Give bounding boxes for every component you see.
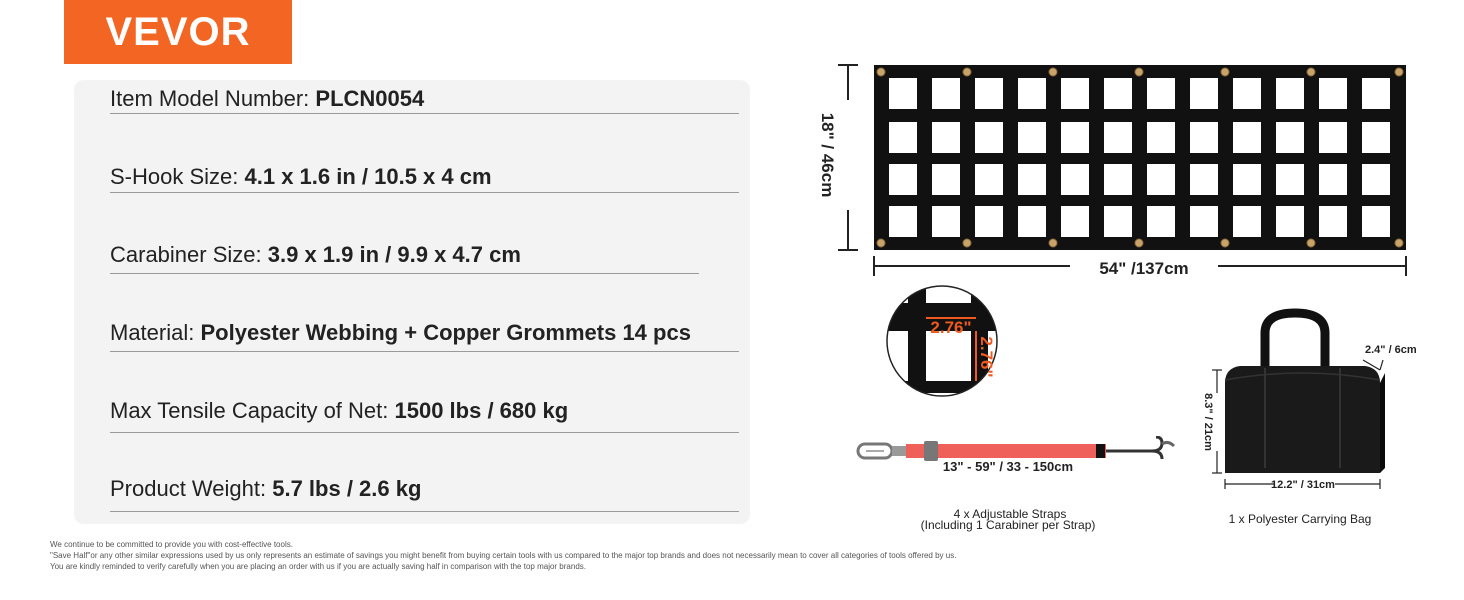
spec-s-hook-size <box>110 164 492 204</box>
strap-caption-line2: (Including 1 Carabiner per Strap) <box>920 518 1096 532</box>
net-width-label: 54" /137cm <box>1099 259 1189 278</box>
bag-caption: 1 x Polyester Carrying Bag <box>1228 512 1372 526</box>
spec-label: Carabiner Size: <box>110 242 268 267</box>
spec-product-weight <box>110 476 421 516</box>
spec-value: 1500 lbs / 680 kg <box>394 398 569 423</box>
divider <box>110 511 739 512</box>
vevor-logo: VEVOR <box>64 0 292 64</box>
spec-carabiner-size <box>110 242 521 282</box>
adjustable-strap-diagram <box>852 436 1182 480</box>
spec-value: Polyester Webbing + Copper Grommets 14 pcs <box>200 320 691 345</box>
carrying-bag-diagram <box>1195 308 1450 498</box>
spec-label: Product Weight: <box>110 476 273 501</box>
spec-value: 4.1 x 1.6 in / 10.5 x 4 cm <box>244 164 492 189</box>
divider <box>110 432 739 433</box>
spec-material <box>110 320 691 360</box>
strap-caption-line1: 4 x Adjustable Straps <box>953 507 1067 521</box>
footnote-line: You are kindly reminded to verify carefully when you are placing an order with us if you are actually saving half in comparison with the top major brands. <box>50 562 586 571</box>
cam-buckle <box>924 441 938 461</box>
spec-value: PLCN0054 <box>315 86 425 111</box>
mesh-detail-diagram <box>884 283 1000 399</box>
mesh-width-label: 2.76" <box>930 318 972 337</box>
divider <box>110 351 739 352</box>
s-hook-icon <box>1106 437 1174 459</box>
spec-panel <box>74 80 750 524</box>
bag-icon <box>1225 313 1385 473</box>
bag-height-dimension <box>1201 370 1222 473</box>
spec-label: S-Hook Size: <box>110 164 245 189</box>
strap-length-label: 13" - 59" / 33 - 150cm <box>942 459 1074 474</box>
divider <box>110 273 699 274</box>
bag-height-label: 8.3" / 21cm <box>1202 393 1214 451</box>
cargo-net-diagram <box>810 55 1430 285</box>
bag-width-dimension <box>1225 477 1380 491</box>
spec-model-number <box>110 86 424 126</box>
footnote-line: "Save Half"or any other similar expressions used by us only represents an estimate of savings you might benefit from buying certain tools with us compared to the major top brands and does not necessarily mean to cover all categories of tools offered by us. <box>50 551 957 560</box>
divider <box>110 192 739 193</box>
spec-label: Material: <box>110 320 201 345</box>
net-height-dimension <box>818 65 858 250</box>
spec-value: 5.7 lbs / 2.6 kg <box>272 476 422 501</box>
bag-width-label: 12.2" / 31cm <box>1271 479 1335 491</box>
divider <box>110 113 739 114</box>
spec-label: Item Model Number: <box>110 86 316 111</box>
net-height-label: 18" / 46cm <box>818 112 837 198</box>
spec-value: 3.9 x 1.9 in / 9.9 x 4.7 cm <box>267 242 521 267</box>
footnote-line: We continue to be committed to provide you with cost-effective tools. <box>50 540 293 549</box>
bag-depth-dimension <box>1363 344 1417 370</box>
carabiner-icon <box>858 444 892 458</box>
mesh-height-label: 2.76" <box>977 336 996 378</box>
cargo-net <box>874 65 1406 250</box>
net-width-dimension <box>874 256 1406 278</box>
spec-label: Max Tensile Capacity of Net: <box>110 398 395 423</box>
bag-depth-label: 2.4" / 6cm <box>1365 344 1417 356</box>
